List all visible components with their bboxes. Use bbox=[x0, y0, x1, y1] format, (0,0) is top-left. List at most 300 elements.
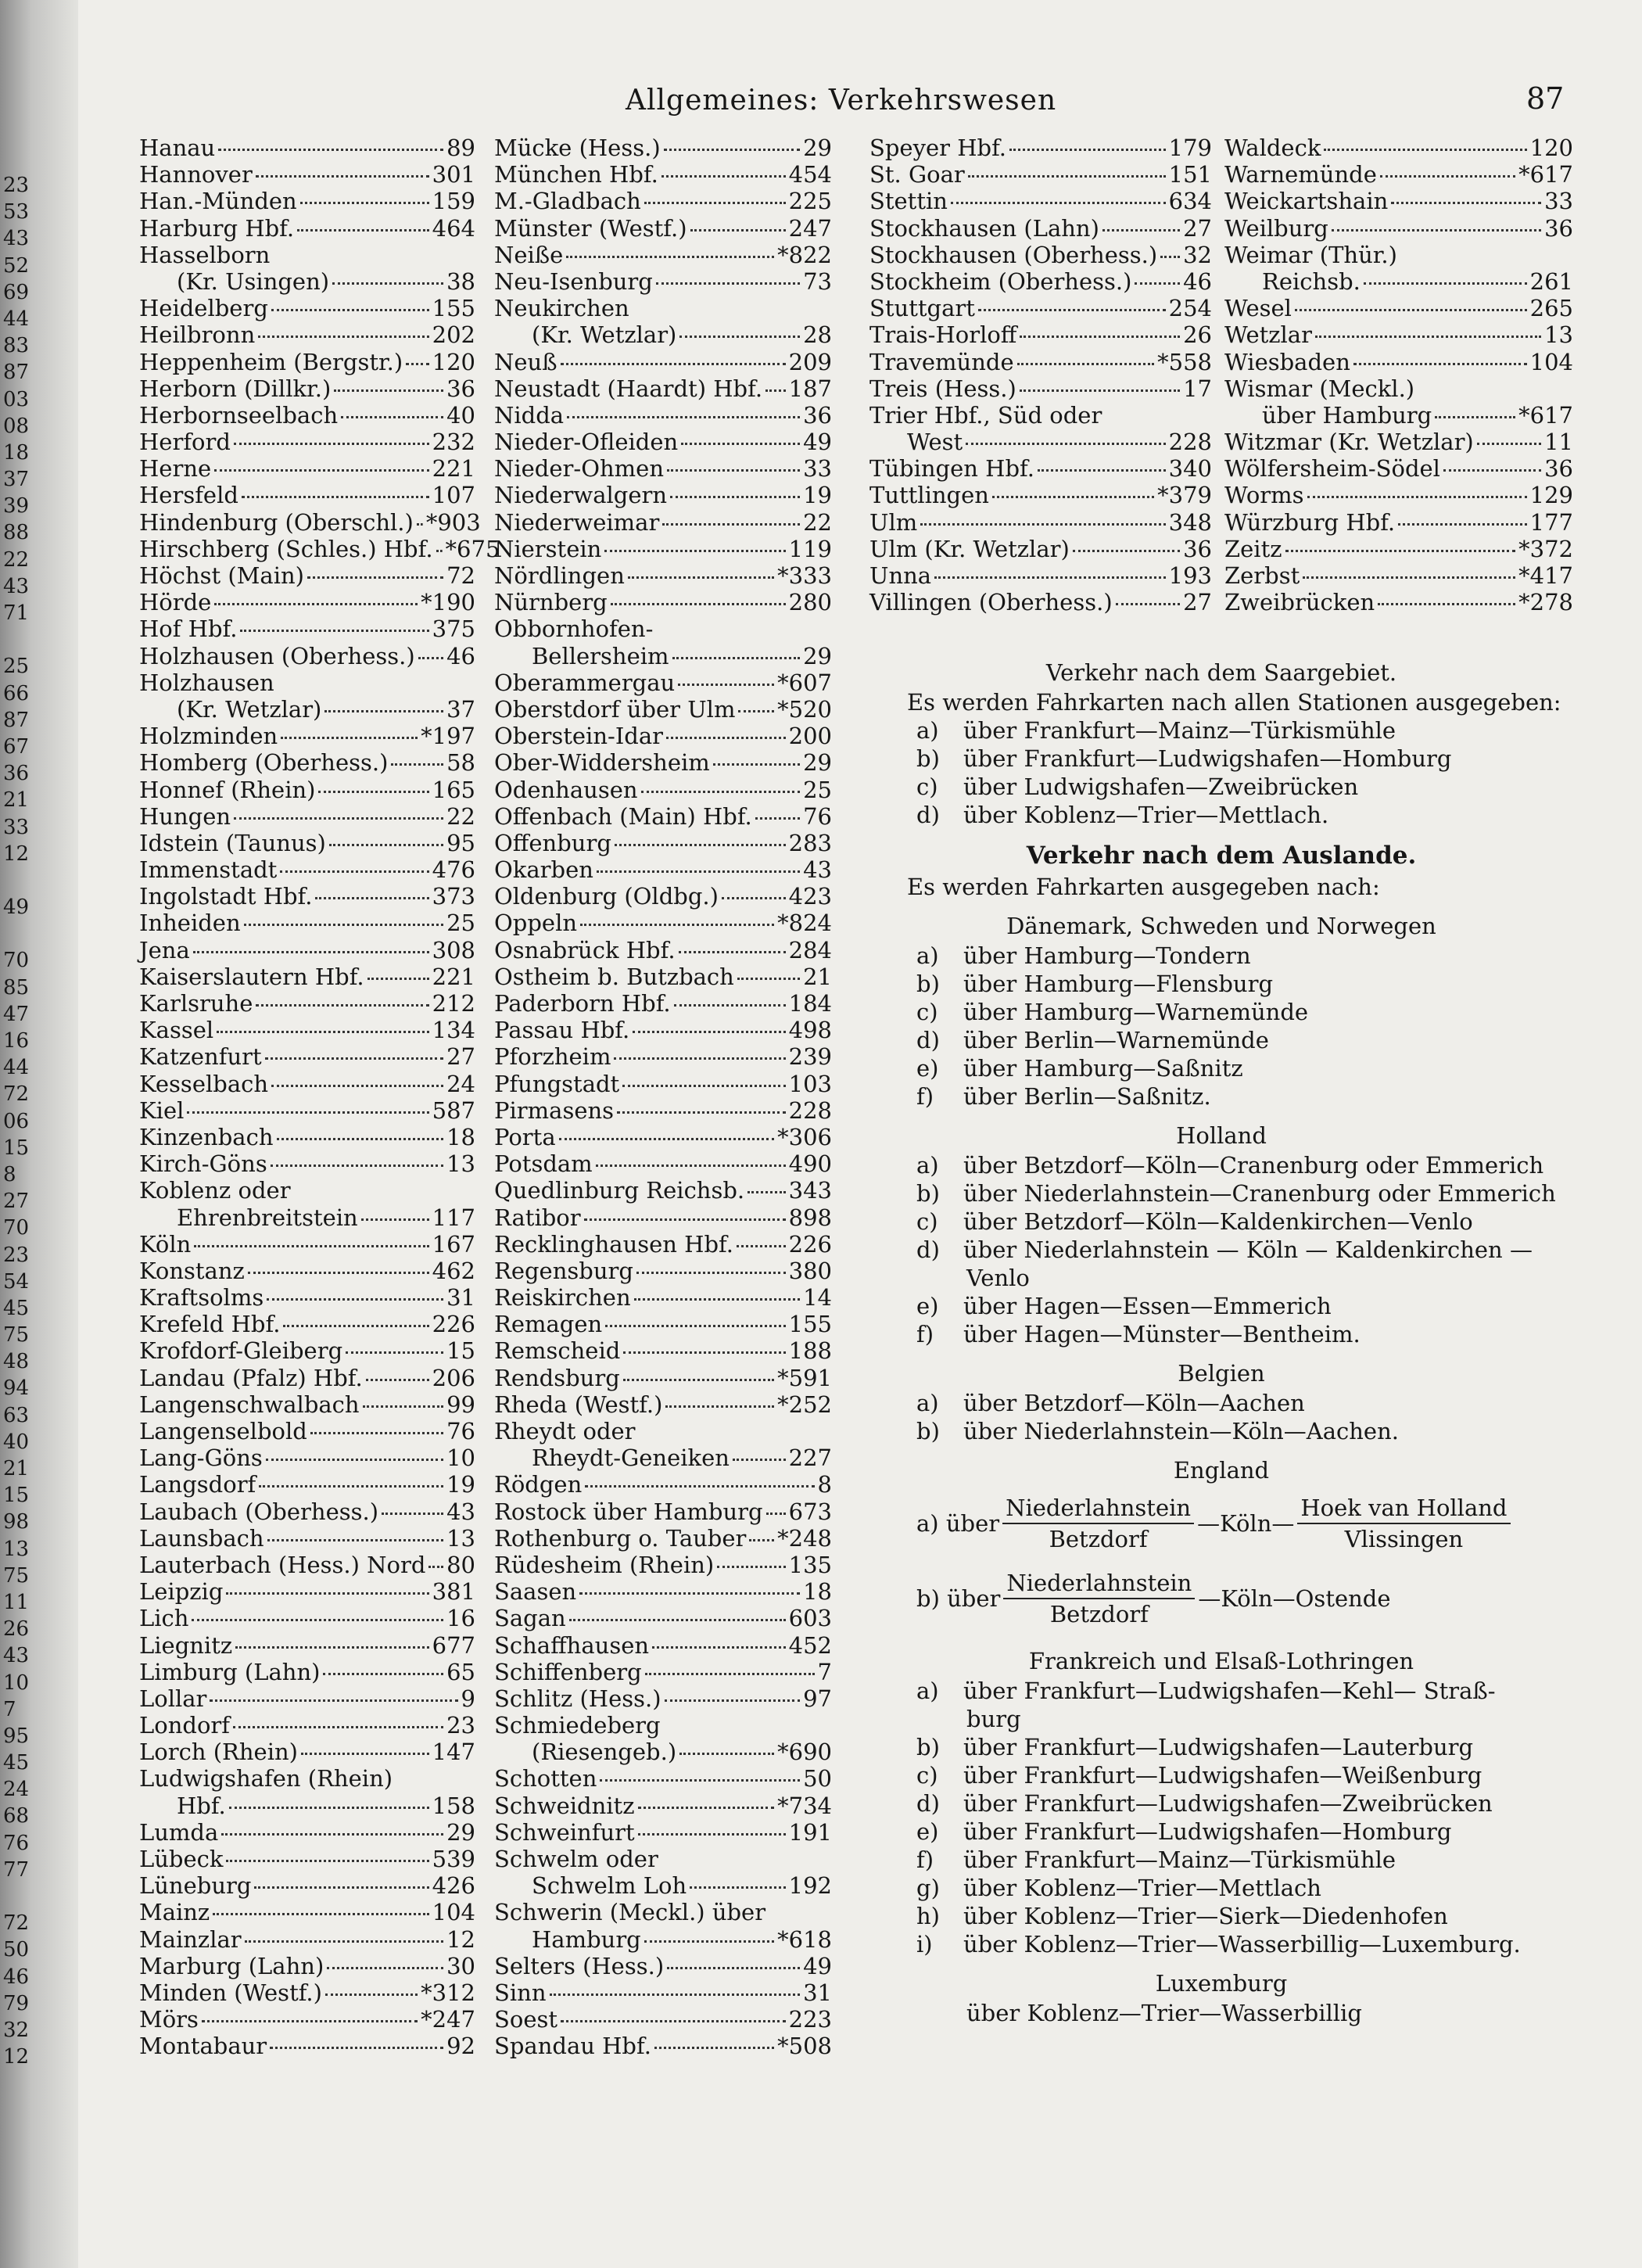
station-name: St. Goar bbox=[869, 161, 965, 188]
england-route-b bbox=[869, 1561, 1573, 1636]
station-name: Osnabrück Hbf. bbox=[494, 936, 676, 964]
station-name: Höchst (Main) bbox=[139, 562, 304, 589]
station-name: Rödgen bbox=[494, 1471, 583, 1498]
route-line bbox=[869, 1733, 1573, 1761]
station-name: Kassel bbox=[139, 1017, 214, 1044]
station-entry bbox=[139, 1926, 475, 1953]
station-entry bbox=[1224, 455, 1573, 482]
route-label: d) bbox=[916, 1236, 940, 1263]
station-entry bbox=[869, 268, 1212, 295]
station-entry bbox=[494, 1552, 832, 1578]
station-entry bbox=[139, 803, 475, 830]
distance-value: 36 bbox=[1544, 455, 1573, 483]
distance-value: 99 bbox=[446, 1391, 475, 1418]
station-entry bbox=[869, 375, 1212, 402]
saar-heading: Verkehr nach dem Saargebiet. bbox=[1045, 659, 1397, 686]
distance-value: 30 bbox=[446, 1952, 475, 1979]
route-text: über Niederlahnstein—Köln—Aachen. bbox=[963, 1418, 1399, 1444]
distance-value: 375 bbox=[432, 615, 475, 643]
gutter-number: 18 bbox=[3, 440, 30, 465]
distance-value: 603 bbox=[788, 1605, 832, 1632]
dot-leader bbox=[367, 968, 429, 980]
dot-leader bbox=[672, 648, 801, 659]
distance-value: 308 bbox=[432, 936, 475, 964]
distance-value: 158 bbox=[432, 1792, 475, 1819]
station-name: Honnef (Rhein) bbox=[139, 776, 316, 803]
station-entry bbox=[494, 1659, 832, 1685]
gutter-number: 16 bbox=[3, 1029, 30, 1053]
dot-leader bbox=[681, 433, 800, 445]
dot-leader bbox=[1315, 326, 1541, 338]
dot-leader bbox=[667, 460, 800, 472]
route-label: a) über bbox=[916, 1510, 1000, 1537]
dot-leader bbox=[226, 1850, 428, 1862]
route-label: b) bbox=[916, 971, 940, 997]
station-name: Warnemünde bbox=[1224, 161, 1377, 188]
dot-leader bbox=[638, 1797, 775, 1809]
distance-value: 25 bbox=[803, 776, 832, 803]
distance-value: *690 bbox=[777, 1739, 832, 1766]
distance-value: 107 bbox=[432, 482, 475, 509]
distance-value: 49 bbox=[803, 1952, 832, 1979]
gutter-number bbox=[3, 1883, 50, 1910]
dot-leader bbox=[611, 594, 786, 605]
gutter-number: 76 bbox=[3, 1831, 30, 1855]
station-name: Mainzlar bbox=[139, 1925, 242, 1953]
station-name: Ulm bbox=[869, 508, 918, 536]
distance-value: *508 bbox=[777, 2033, 832, 2060]
distance-value: 188 bbox=[788, 1337, 832, 1365]
station-entry bbox=[139, 964, 475, 990]
distance-value: *417 bbox=[1518, 562, 1573, 589]
station-entry bbox=[139, 562, 475, 589]
station-entry bbox=[139, 455, 475, 482]
gutter-number: 23 bbox=[3, 174, 30, 197]
station-name: Leipzig bbox=[139, 1578, 224, 1606]
gutter-number: 43 bbox=[3, 1644, 30, 1668]
distance-value: 76 bbox=[446, 1418, 475, 1444]
distance-value: 226 bbox=[788, 1230, 832, 1258]
station-name: Schaffhausen bbox=[494, 1631, 650, 1659]
dot-leader bbox=[755, 808, 800, 820]
dot-leader bbox=[366, 1369, 429, 1381]
dot-leader bbox=[202, 2011, 418, 2022]
dot-leader bbox=[737, 968, 800, 980]
distance-value: 228 bbox=[1168, 429, 1212, 456]
dot-leader bbox=[234, 433, 429, 445]
station-column-4 bbox=[1224, 135, 1573, 615]
dot-leader bbox=[187, 1102, 428, 1114]
distance-value: 103 bbox=[788, 1070, 832, 1097]
distance-value: 228 bbox=[788, 1096, 832, 1124]
distance-value: 147 bbox=[432, 1739, 475, 1766]
station-entry bbox=[139, 723, 475, 749]
station-entry bbox=[494, 589, 832, 615]
station-entry bbox=[869, 321, 1212, 348]
distance-value: 65 bbox=[446, 1658, 475, 1685]
distance-value: *607 bbox=[777, 669, 832, 696]
station-name-line: Holzhausen bbox=[139, 669, 274, 696]
station-name-line: Obbornhofen- bbox=[494, 615, 654, 643]
station-name: Schweinfurt bbox=[494, 1818, 635, 1846]
station-entry bbox=[139, 990, 475, 1017]
route-label: e) bbox=[916, 1293, 939, 1319]
distance-value: *617 bbox=[1518, 161, 1573, 188]
station-entry bbox=[494, 803, 832, 830]
dot-leader bbox=[194, 1236, 428, 1247]
gutter-number: 08 bbox=[3, 414, 30, 438]
distance-value: 89 bbox=[446, 135, 475, 161]
station-name: Münster (Westf.) bbox=[494, 214, 687, 242]
gutter-number: 37 bbox=[3, 468, 30, 492]
dot-leader bbox=[641, 781, 801, 793]
dot-leader bbox=[614, 1048, 785, 1060]
station-name: Langenselbold bbox=[139, 1418, 307, 1444]
station-entry bbox=[139, 1793, 475, 1819]
station-entry bbox=[139, 910, 475, 936]
distance-value: 46 bbox=[1183, 267, 1212, 295]
dot-leader bbox=[951, 192, 1166, 204]
station-entry bbox=[494, 161, 832, 188]
dot-leader bbox=[265, 1048, 443, 1060]
station-name: Hannover bbox=[139, 161, 253, 188]
station-name: Recklinghausen Hbf. bbox=[494, 1230, 733, 1258]
station-name: Kesselbach bbox=[139, 1070, 269, 1097]
station-entry bbox=[869, 242, 1212, 268]
dot-leader bbox=[678, 674, 774, 686]
route-label: a) bbox=[916, 1390, 939, 1416]
station-name: Hindenburg (Oberschl.) bbox=[139, 508, 414, 536]
station-entry bbox=[1224, 536, 1573, 562]
station-name: Rostock über Hamburg bbox=[494, 1498, 763, 1525]
dot-leader bbox=[221, 1824, 443, 1836]
station-entry bbox=[139, 643, 475, 669]
route-label: b) bbox=[916, 1418, 940, 1444]
station-entry bbox=[1224, 482, 1573, 508]
distance-value: 587 bbox=[432, 1096, 475, 1124]
dot-leader bbox=[327, 1958, 443, 1969]
distance-value: 24 bbox=[446, 1070, 475, 1097]
distance-value: *520 bbox=[777, 695, 832, 723]
station-entry bbox=[139, 856, 475, 883]
dot-leader bbox=[634, 1289, 800, 1301]
station-name: über Hamburg bbox=[1262, 401, 1432, 429]
distance-value: 17 bbox=[1183, 375, 1212, 402]
station-name: Hamburg bbox=[532, 1925, 641, 1953]
station-name: Ehrenbreitstein bbox=[177, 1204, 358, 1231]
gutter-number: 27 bbox=[3, 1190, 30, 1214]
gutter-number: 87 bbox=[3, 361, 30, 385]
distance-value: 31 bbox=[803, 1979, 832, 2006]
dot-leader bbox=[615, 834, 786, 846]
station-entry bbox=[494, 1284, 832, 1311]
dot-leader bbox=[968, 166, 1166, 178]
station-entry bbox=[494, 1498, 832, 1525]
gutter-number: 70 bbox=[3, 949, 30, 973]
station-name-line: Ludwigshafen (Rhein) bbox=[139, 1765, 393, 1793]
station-name: Passau Hbf. bbox=[494, 1017, 630, 1044]
station-name: (Kr. Wetzlar) bbox=[532, 321, 677, 349]
station-name: Stockhausen (Oberhess.) bbox=[869, 241, 1158, 268]
route-line bbox=[869, 1236, 1573, 1264]
station-name: Schotten bbox=[494, 1765, 597, 1793]
dot-leader bbox=[242, 486, 429, 498]
station-entry bbox=[494, 375, 832, 402]
distance-value: 104 bbox=[432, 1899, 475, 1926]
distance-value: 239 bbox=[788, 1043, 832, 1071]
station-name: Kiel bbox=[139, 1096, 185, 1124]
distance-value: 202 bbox=[432, 321, 475, 349]
dot-leader bbox=[1332, 220, 1541, 231]
gutter-number: 39 bbox=[3, 494, 30, 519]
station-entry bbox=[494, 830, 832, 856]
dot-leader bbox=[600, 1770, 800, 1782]
fraction-bottom: Betzdorf bbox=[1049, 1526, 1148, 1552]
station-name: Herbornseelbach bbox=[139, 401, 339, 429]
distance-value: 464 bbox=[432, 214, 475, 242]
station-entry bbox=[139, 268, 475, 295]
route-line bbox=[869, 1151, 1573, 1179]
gutter-number: 53 bbox=[3, 200, 30, 224]
distance-value: 33 bbox=[1544, 188, 1573, 215]
station-entry bbox=[494, 910, 832, 936]
station-entry bbox=[139, 1471, 475, 1498]
holland-heading: Holland bbox=[1176, 1122, 1267, 1149]
distance-value: 209 bbox=[788, 348, 832, 375]
gutter-number bbox=[3, 920, 50, 947]
route-line bbox=[869, 1320, 1573, 1348]
station-entry bbox=[494, 1124, 832, 1150]
dot-leader bbox=[622, 1075, 785, 1087]
gutter-number: 33 bbox=[3, 815, 30, 839]
station-name: Lorch (Rhein) bbox=[139, 1739, 298, 1766]
station-name: Inheiden bbox=[139, 910, 241, 937]
france-heading: Frankreich und Elsaß-Lothringen bbox=[1028, 1648, 1414, 1674]
gutter-number: 23 bbox=[3, 1243, 30, 1267]
station-entry bbox=[139, 1552, 475, 1578]
distance-value: 254 bbox=[1168, 295, 1212, 322]
fraction-bottom: Vlissingen bbox=[1344, 1526, 1464, 1552]
route-text: Venlo bbox=[966, 1265, 1030, 1291]
gutter-number: 95 bbox=[3, 1724, 30, 1748]
dot-leader bbox=[1391, 192, 1541, 204]
station-entry bbox=[139, 161, 475, 188]
saar-intro: Es werden Fahrkarten nach allen Stationen ausgegeben: bbox=[907, 689, 1561, 716]
dot-leader bbox=[656, 273, 800, 285]
route-label: d) bbox=[916, 1790, 940, 1817]
distance-value: 117 bbox=[432, 1204, 475, 1231]
station-entry bbox=[139, 1632, 475, 1659]
holland-routes bbox=[869, 1151, 1573, 1348]
distance-value: 32 bbox=[1183, 241, 1212, 268]
dot-leader bbox=[654, 2037, 774, 2049]
gutter-number: 47 bbox=[3, 1002, 30, 1026]
route-label: f) bbox=[916, 1321, 934, 1348]
station-name: Hersfeld bbox=[139, 482, 238, 509]
distance-value: 46 bbox=[446, 642, 475, 669]
route-line bbox=[869, 998, 1573, 1026]
station-name: Nieder-Ohmen bbox=[494, 455, 664, 483]
distance-value: 18 bbox=[446, 1123, 475, 1150]
distance-value: 280 bbox=[788, 589, 832, 616]
distance-value: 10 bbox=[446, 1444, 475, 1472]
distance-value: 225 bbox=[788, 188, 832, 215]
station-entry bbox=[494, 215, 832, 242]
distance-value: 29 bbox=[803, 642, 832, 669]
station-entry bbox=[494, 1043, 832, 1070]
route-line bbox=[869, 1208, 1573, 1236]
route-label: c) bbox=[916, 1762, 938, 1789]
route-text: über Frankfurt—Ludwigshafen—Weißenburg bbox=[963, 1762, 1482, 1789]
gutter-number: 12 bbox=[3, 842, 30, 866]
dot-leader bbox=[636, 1262, 786, 1274]
distance-value: 50 bbox=[803, 1765, 832, 1793]
station-name: Paderborn Hbf. bbox=[494, 990, 671, 1017]
dot-leader bbox=[406, 353, 428, 365]
route-line bbox=[869, 773, 1573, 801]
station-name: Reiskirchen bbox=[494, 1284, 631, 1312]
distance-value: *372 bbox=[1518, 535, 1573, 562]
route-label: i) bbox=[916, 1931, 933, 1958]
route-text: über Hagen—Münster—Bentheim. bbox=[963, 1321, 1361, 1348]
distance-value: 25 bbox=[446, 910, 475, 937]
station-name: Pfungstadt bbox=[494, 1070, 620, 1097]
distance-value: 29 bbox=[803, 749, 832, 777]
station-entry bbox=[1224, 215, 1573, 242]
dot-leader bbox=[271, 300, 429, 311]
station-entry bbox=[139, 349, 475, 375]
distance-value: 80 bbox=[446, 1551, 475, 1578]
distance-value: 135 bbox=[788, 1551, 832, 1578]
station-name: Schweidnitz bbox=[494, 1792, 635, 1819]
distance-value: 40 bbox=[446, 401, 475, 429]
dot-leader bbox=[229, 1797, 429, 1809]
dot-leader bbox=[1073, 540, 1180, 552]
distance-value: 13 bbox=[1544, 321, 1573, 349]
distance-value: 76 bbox=[803, 802, 832, 830]
distance-value: 27 bbox=[446, 1043, 475, 1071]
station-entry bbox=[494, 1258, 832, 1284]
station-entry bbox=[869, 188, 1212, 214]
station-name: M.-Gladbach bbox=[494, 188, 641, 215]
distance-value: 490 bbox=[788, 1150, 832, 1178]
dot-leader bbox=[1020, 380, 1180, 392]
belgium-heading: Belgien bbox=[1178, 1360, 1265, 1387]
dot-leader bbox=[765, 380, 786, 392]
gutter-number: 40 bbox=[3, 1430, 30, 1454]
station-entry bbox=[494, 1444, 832, 1471]
route-line bbox=[869, 1789, 1573, 1818]
station-name-line: Rheydt oder bbox=[494, 1418, 636, 1444]
station-name: Heppenheim (Bergstr.) bbox=[139, 348, 403, 375]
distance-value: 184 bbox=[788, 990, 832, 1017]
distance-value: 226 bbox=[432, 1311, 475, 1338]
dot-leader bbox=[361, 1209, 429, 1221]
route-text: über Hamburg—Tondern bbox=[963, 942, 1251, 969]
fraction-top: Niederlahnstein bbox=[1003, 1568, 1195, 1599]
station-entry bbox=[139, 535, 500, 562]
station-name: Launsbach bbox=[139, 1524, 264, 1552]
station-name: Witzmar (Kr. Wetzlar) bbox=[1224, 429, 1474, 456]
station-entry bbox=[494, 1765, 832, 1792]
station-name: Soest bbox=[494, 2006, 558, 2033]
station-name: Neiße bbox=[494, 241, 564, 268]
dot-leader bbox=[256, 166, 429, 178]
station-name: Limburg (Lahn) bbox=[139, 1658, 321, 1685]
station-name: Katzenfurt bbox=[139, 1043, 262, 1071]
route-text: über Frankfurt—Ludwigshafen—Zweibrücken bbox=[963, 1790, 1493, 1817]
previous-page-gutter bbox=[0, 0, 78, 2268]
route-line bbox=[869, 1902, 1573, 1930]
distance-value: 212 bbox=[432, 990, 475, 1017]
route-label: a) bbox=[916, 717, 939, 744]
route-line bbox=[869, 1705, 1573, 1733]
dot-leader bbox=[569, 1609, 786, 1621]
station-entry bbox=[494, 1819, 832, 1846]
route-text: burg bbox=[966, 1706, 1021, 1732]
station-name: Herborn (Dillkr.) bbox=[139, 375, 332, 402]
distance-value: 36 bbox=[803, 401, 832, 429]
station-name: Hirschberg (Schles.) Hbf. bbox=[139, 535, 433, 562]
station-name: Offenbach (Main) Hbf. bbox=[494, 802, 752, 830]
distance-value: 49 bbox=[803, 429, 832, 456]
gutter-number: 15 bbox=[3, 1484, 30, 1508]
distance-value: *247 bbox=[421, 2006, 475, 2033]
station-entry bbox=[494, 268, 832, 295]
dot-leader bbox=[323, 1663, 443, 1675]
station-name: Pforzheim bbox=[494, 1043, 611, 1071]
dot-leader bbox=[652, 1637, 786, 1649]
station-name: Rheda (Westf.) bbox=[494, 1391, 663, 1418]
station-name-line: Wismar (Meckl.) bbox=[1224, 375, 1415, 402]
station-name: Neuß bbox=[494, 348, 557, 375]
distance-value: *617 bbox=[1518, 401, 1573, 429]
station-name-line: Weimar (Thür.) bbox=[1224, 241, 1397, 268]
route-label: h) bbox=[916, 1903, 940, 1929]
distance-value: 423 bbox=[788, 883, 832, 910]
station-name: Trais-Horloff bbox=[869, 321, 1017, 349]
station-name: Kirch-Göns bbox=[139, 1150, 267, 1178]
distance-value: 73 bbox=[803, 267, 832, 295]
dot-leader bbox=[233, 1717, 443, 1728]
distance-value: 155 bbox=[432, 295, 475, 322]
station-name: Homberg (Oberhess.) bbox=[139, 749, 389, 777]
station-entry bbox=[494, 1979, 832, 2006]
station-entry bbox=[494, 2006, 832, 2033]
route-label: g) bbox=[916, 1875, 940, 1901]
distance-value: *558 bbox=[1157, 348, 1212, 375]
station-name: Tübingen Hbf. bbox=[869, 455, 1034, 483]
distance-value: 36 bbox=[446, 375, 475, 402]
dot-leader bbox=[310, 1423, 443, 1434]
route-line bbox=[869, 970, 1573, 998]
station-name: Nieder-Ofleiden bbox=[494, 429, 679, 456]
station-name-line: Hasselborn bbox=[139, 241, 271, 268]
gutter-number: 43 bbox=[3, 227, 30, 251]
distance-value: 159 bbox=[432, 188, 475, 215]
dot-leader bbox=[1477, 433, 1541, 445]
route-line bbox=[869, 1846, 1573, 1874]
station-name: Holzminden bbox=[139, 723, 278, 750]
route-label: b) bbox=[916, 745, 940, 772]
station-name: Hörde bbox=[139, 589, 212, 616]
station-name: Potsdam bbox=[494, 1150, 593, 1178]
station-name: Hof Hbf. bbox=[139, 615, 238, 643]
station-entry bbox=[494, 669, 832, 696]
distance-value: 19 bbox=[803, 482, 832, 509]
distance-value: 43 bbox=[803, 856, 832, 884]
station-entry bbox=[494, 509, 832, 536]
